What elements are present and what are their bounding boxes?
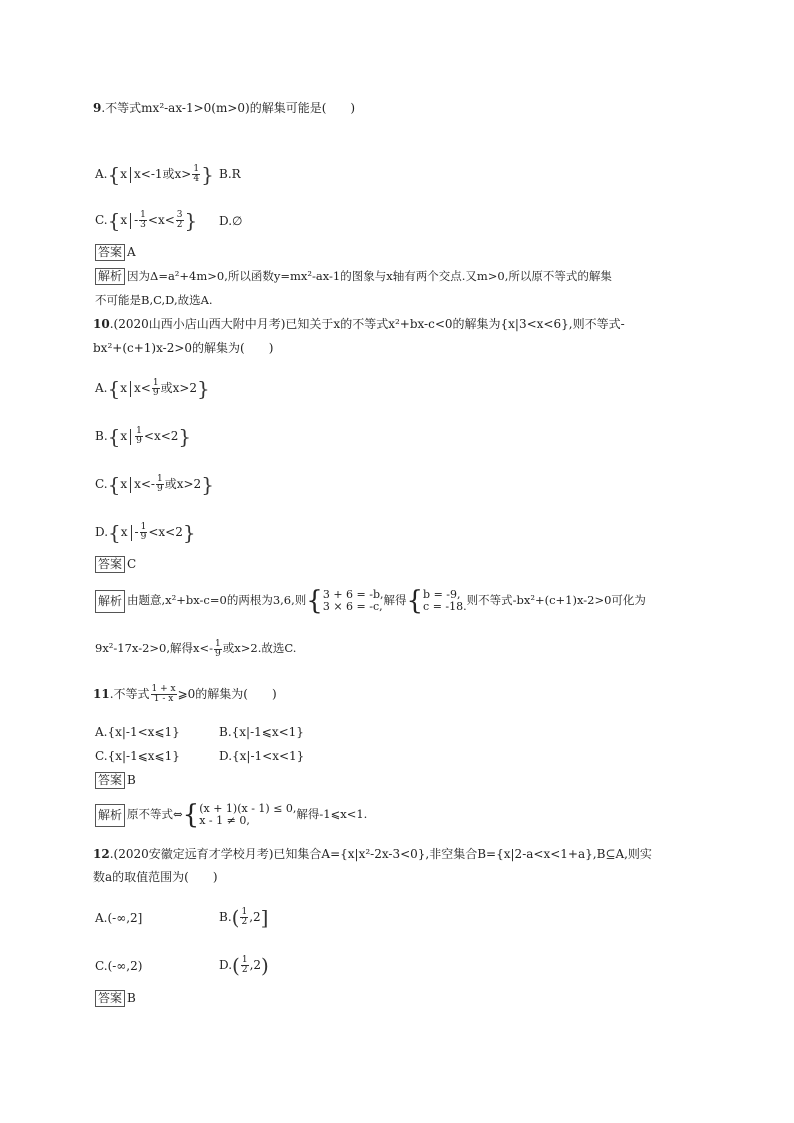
q11-option-d: D.{x|-1<x<1} xyxy=(219,749,305,763)
q10-option-a: A.{x x< $\frac{1}{9}$ 或x>2} xyxy=(95,376,210,401)
q11-analysis: 解析 原不等式⇔{ (x + 1)(x - 1) ≤ 0, x - 1 ≠ 0, 解得-1⩽x<1. xyxy=(95,800,367,828)
answer-label: 答案 xyxy=(95,990,125,1007)
q10-analysis: 解析 由题意,x²+bx-c=0的两根为3,6,则{ 3 + 6 = -b, 3 × 6 = -c, 解得{ b = -9, c = -18. 则不等式-bx²+(c+1)x-2>0可化为 xyxy=(95,586,646,614)
q10-analysis-line2: 9x²-17x-2>0,解得x<- $\frac{1}{9}$ 或x>2.故选C. xyxy=(95,638,297,659)
q10-option-d: D.{x - $\frac{1}{9}$ <x<2} xyxy=(95,520,196,545)
q9-option-a: A.{x x<-1或x> $\frac{1}{4}$ } xyxy=(95,162,214,187)
q12-option-b: B.( $\frac{1}{2}$ ,2] xyxy=(219,905,269,930)
analysis-label: 解析 xyxy=(95,590,125,613)
q10-option-b: B.{x $\frac{1}{9}$ <x<2} xyxy=(95,424,192,449)
q12-stem-line2: 数a的取值范围为( ) xyxy=(93,870,218,884)
q11-stem: 11.不等式 $\frac{1 + x}{1 - x}$ ⩾0的解集为( ) xyxy=(93,684,277,704)
q11-option-a: A.{x|-1<x⩽1} xyxy=(95,725,180,739)
q9-option-b: B.R xyxy=(219,167,241,181)
q10-number: 10 xyxy=(93,317,110,331)
analysis-label: 解析 xyxy=(95,268,125,285)
answer-label: 答案 xyxy=(95,772,125,789)
q10-answer: 答案 C xyxy=(95,556,136,573)
q9-option-d: D.∅ xyxy=(219,214,243,228)
q11-number: 11 xyxy=(93,687,110,701)
q9-answer: 答案 A xyxy=(95,244,136,261)
q10-stem: 10.(2020山西小店山西大附中月考)已知关于x的不等式x²+bx-c<0的解集为{x|3<x<6},则不等式- xyxy=(93,317,625,331)
q12-option-c: C.(-∞,2) xyxy=(95,959,143,973)
q10-stem-line2: bx²+(c+1)x-2>0的解集为( ) xyxy=(93,341,274,355)
q11-answer: 答案 B xyxy=(95,772,136,789)
analysis-label: 解析 xyxy=(95,804,125,827)
answer-label: 答案 xyxy=(95,244,125,261)
q12-stem: 12.(2020安徽定远育才学校月考)已知集合A={x|x²-2x-3<0},非空集合B={x|2-a<x<1+a},B⊆A,则实 xyxy=(93,847,652,861)
q9-analysis: 解析 因为Δ=a²+4m>0,所以函数y=mx²-ax-1的图象与x轴有两个交点.又m>0,所以原不等式的解集 xyxy=(95,268,612,285)
q9-option-c: C.{x - $\frac{1}{3}$ <x< $\frac{3}{2}$ } xyxy=(95,208,198,233)
q11-option-b: B.{x|-1⩽x<1} xyxy=(219,725,304,739)
q9-analysis-line2: 不可能是B,C,D,故选A. xyxy=(95,293,213,307)
q12-option-a: A.(-∞,2] xyxy=(95,911,143,925)
q12-option-d: D.( $\frac{1}{2}$ ,2) xyxy=(219,953,269,978)
q10-option-c: C.{x x<- $\frac{1}{9}$ 或x>2} xyxy=(95,472,214,497)
answer-label: 答案 xyxy=(95,556,125,573)
q12-number: 12 xyxy=(93,847,110,861)
q11-option-c: C.{x|-1⩽x⩽1} xyxy=(95,749,180,763)
q12-answer: 答案 B xyxy=(95,990,136,1007)
q9-stem: 9.不等式mx²-ax-1>0(m>0)的解集可能是( ) xyxy=(93,101,356,115)
q9-number: 9 xyxy=(93,101,102,115)
